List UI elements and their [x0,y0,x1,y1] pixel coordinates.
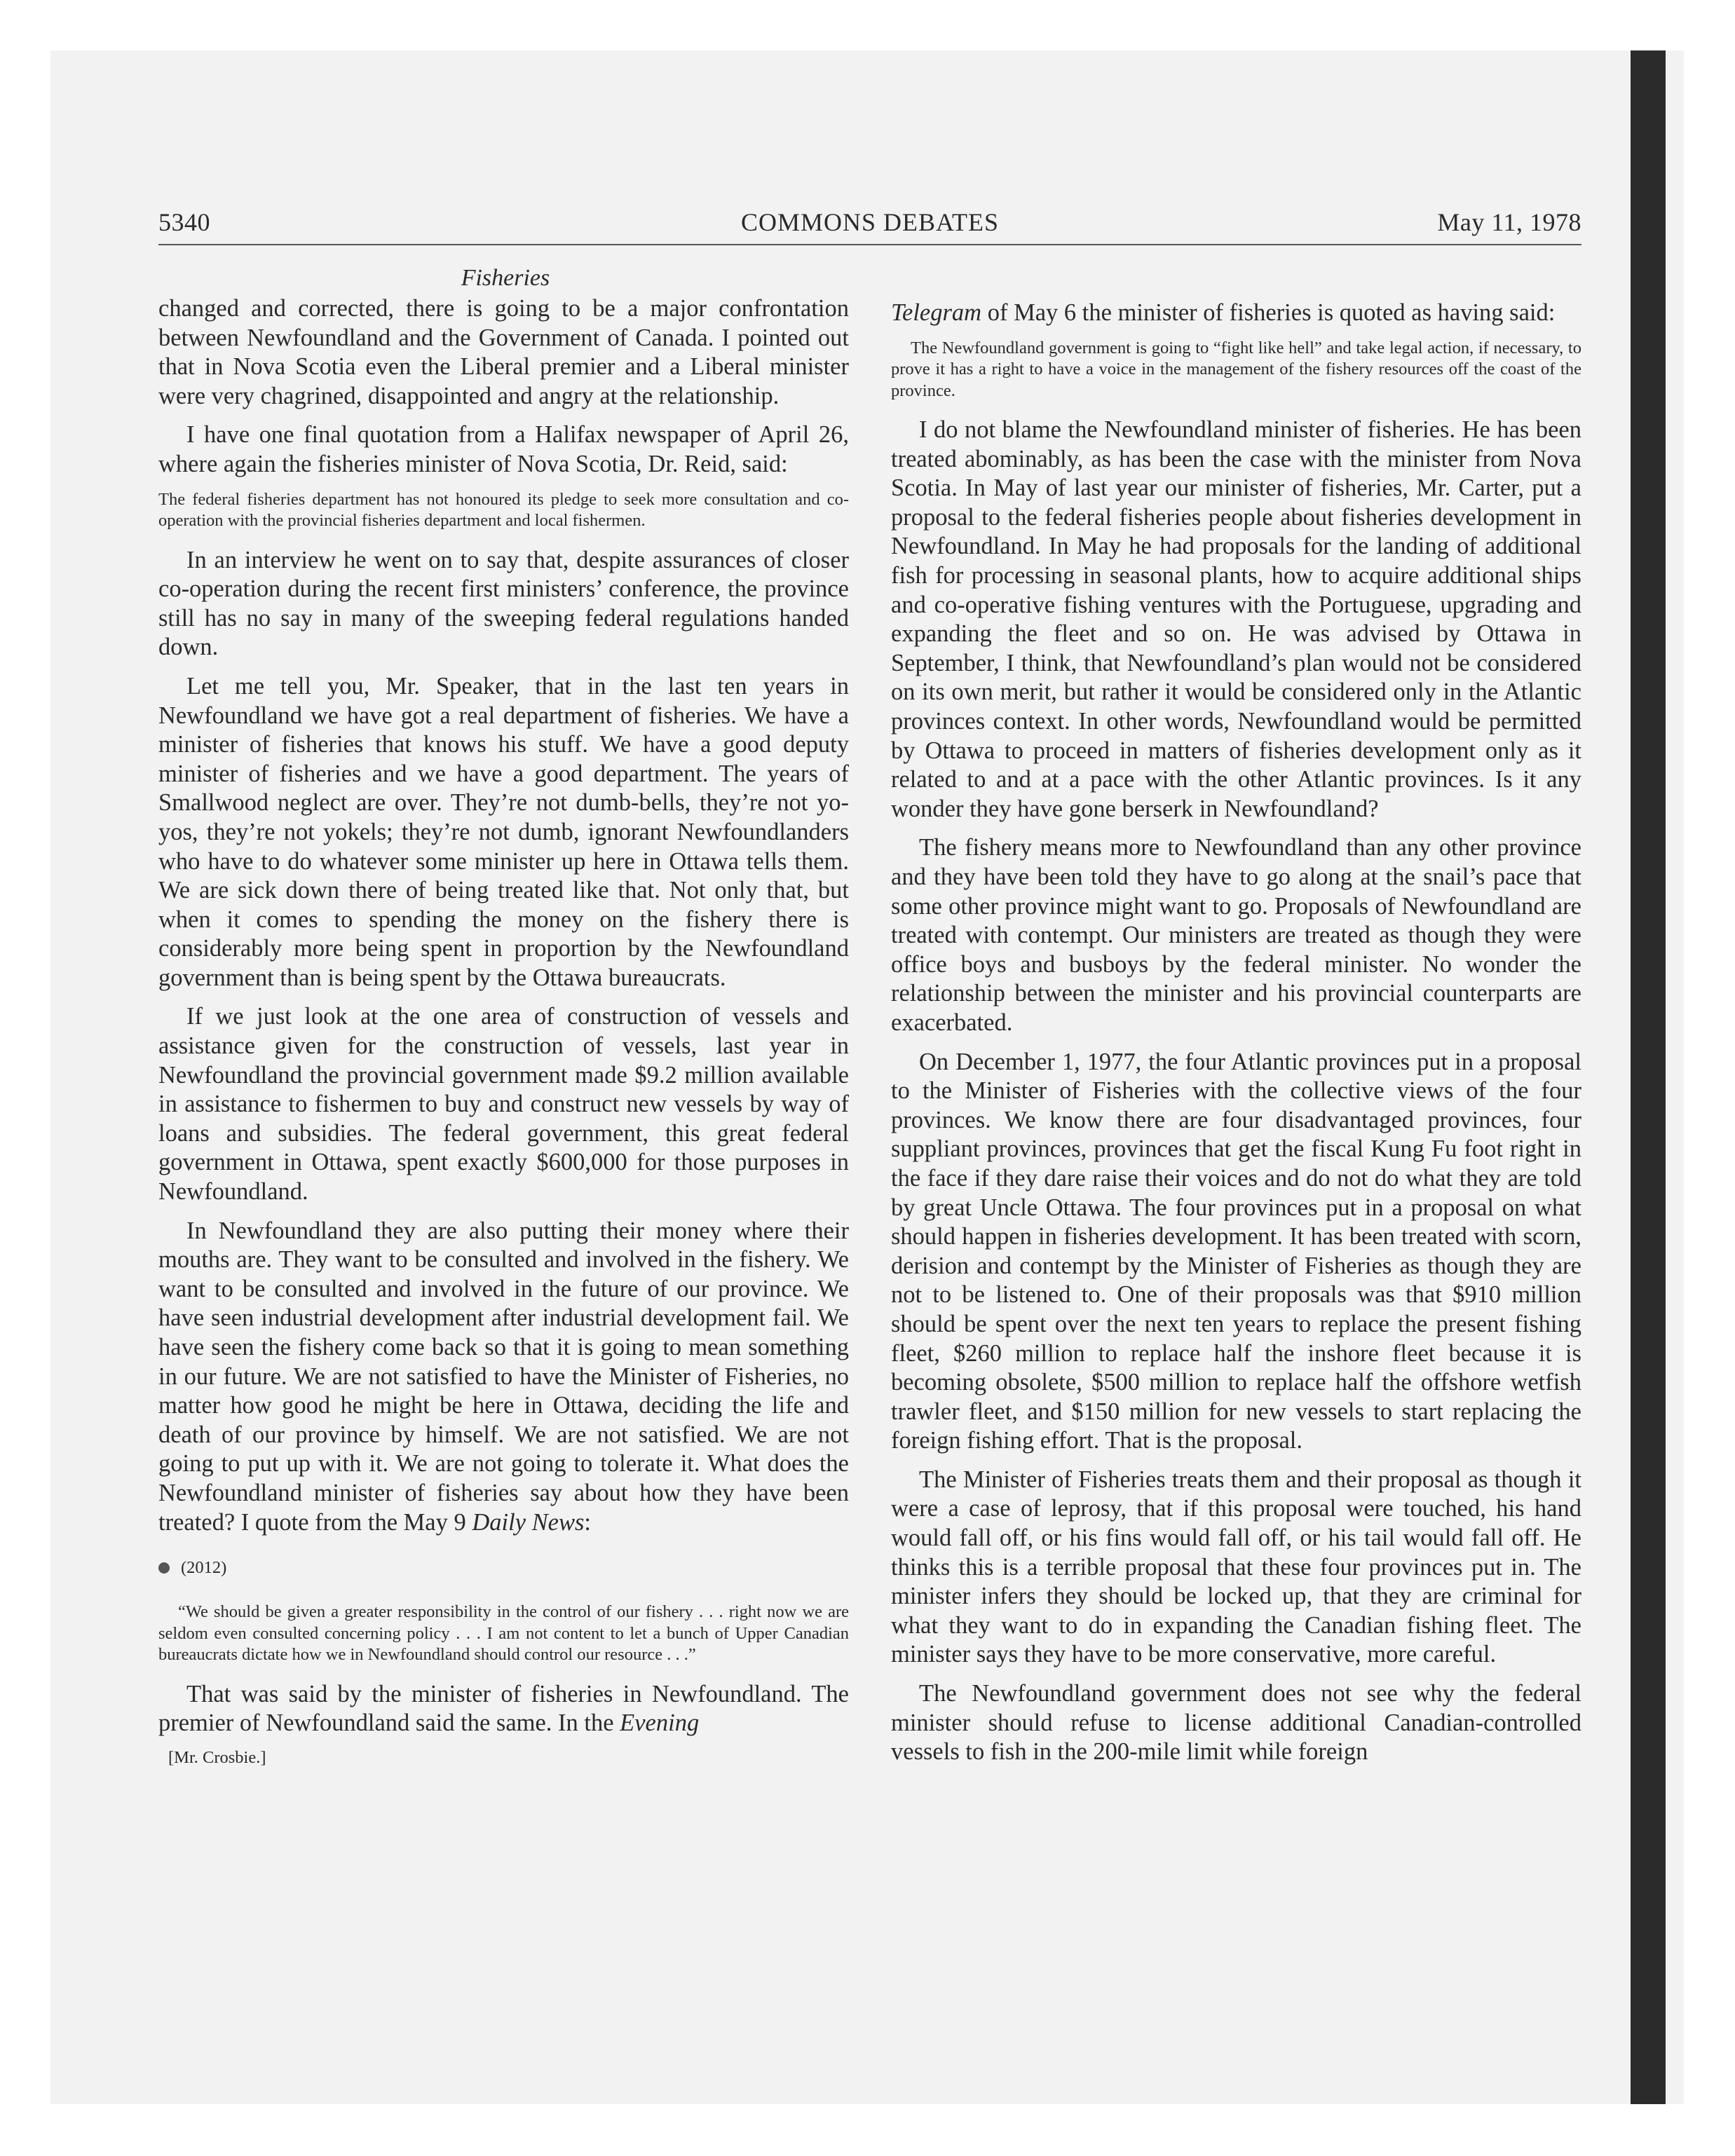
paragraph [891,299,1581,328]
page-number: 5340 [158,208,210,236]
newspaper-title: Evening [620,1710,700,1737]
paragraph: Let me tell you, Mr. Speaker, that in the last ten years in Newfoundland we have got a real department of fisheries. We have a minister of fisheries that knows his stuff. We have a good deputy minister of fisheries and we have a good department. The years of Smallwood neglect are over. They’re not dumb-bells, they’re not yo-yos, they’re not yokels; they’re not dumb, ignorant Newfoundlanders who have to do whatever some minister up here in Ottawa tells them. We are sick down there of being treated like that. Not only that, but when it comes to spending the money on the fishery there is considerably more being spent in proportion by the Newfoundland government than is being spent by the Ottawa bureaucrats. [158,672,849,991]
document-page [158,207,1581,2002]
newspaper-title: Daily News [472,1508,585,1536]
header-rule [158,244,1581,245]
bullet-icon [158,1562,170,1574]
paragraph: The Minister of Fisheries treats them and their proposal as though it were a case of leprosy, that if this proposal were touched, his hand would fall off, or his fins would fall off, or his tail would fall off. He thinks this is a terrible proposal that these four provinces put in. The minister infers they should be locked up, that they are criminal for what they want to do in expanding the Canadian fishing fleet. The minister says they have to be more conservative, more careful. [891,1466,1581,1668]
right-column [891,299,1581,1777]
section-title: Fisheries [461,265,550,291]
time-marker [158,1558,849,1578]
paragraph-text: In Newfoundland they are also putting their money where their mouths are. They want to be consulted and involved in the fishery. We want to be consulted and involved in the future of our province. We have seen industrial development after industrial development fail. We have seen the fishery come back so that it is going to mean something in our future. We are not satisfied to have the Minister of Fisheries, no matter how good he might be here in Ottawa, deciding the life and death of our province by himself. We are not satisfied. We are not going to put up with it. We are not going to tolerate it. What does the Newfoundland minister of fisheries say about how they have been treated? I quote from the May 9 [158,1217,849,1536]
paragraph: On December 1, 1977, the four Atlantic provinces put in a proposal to the Minister of Fisheries with the collective views of the four provinces. We know there are four disadvantaged provinces, four suppliant provinces, provinces that get the fiscal Kung Fu foot right in the face if they dare raise their voices and do not do what they are told by great Uncle Ottawa. The four provinces put in a proposal on what should happen in fisheries development. It has been treated with scorn, derision and contempt by the Minister of Fisheries as though they are not to be listened to. One of their proposals was that $910 million should be spent over the next ten years to replace the present fishing fleet, $260 million to replace half the inshore fleet because it is becoming obsolete, $500 million to replace half the offshore wetfish trawler fleet, and $150 million for new vessels to start replacing the foreign fishing effort. That is the proposal. [891,1048,1581,1454]
time-marker-text: (2012) [181,1558,227,1578]
newspaper-title: Telegram [891,299,982,326]
paragraph: I have one final quotation from a Halifax newspaper of April 26, where again the fisheries minister of Nova Scotia, Dr. Reid, said: [158,421,849,477]
paragraph: changed and corrected, there is going to be a major confrontation between Newfoundland and the Government of Canada. I pointed out that in Nova Scotia even the Liberal premier and a Liberal minister were very chagrined, disappointed and angry at the relationship. [158,295,849,409]
paragraph-text: That was said by the minister of fisheries in Newfoundland. The premier of Newfoundland said the same. In the [158,1680,849,1737]
paragraph: I do not blame the Newfoundland minister of fisheries. He has been treated abominably, as has been the case with the minister from Nova Scotia. In May of last year our minister of fisheries, Mr. Carter, put a proposal to the federal fisheries people about fisheries development in Newfoundland. In May he had proposals for the landing of additional fish for processing in seasonal plants, how to acquire additional ships and co-operative fishing ventures with the Portuguese, upgrading and expanding the fleet and so on. He was advised by Ottawa in September, I think, that Newfoundland’s plan would not be considered on its own merit, but rather it would be considered only in the Atlantic provinces context. In other words, Newfoundland would be permitted by Ottawa to proceed in matters of fisheries development only as it related to and at a pace with the other Atlantic provinces. Is it any wonder they have gone berserk in Newfoundland? [891,416,1581,822]
paragraph: If we just look at the one area of construction of vessels and assistance given for the construction of vessels, last year in Newfoundland the provincial government made $9.2 million available in assistance to fishermen to buy and construct new vessels by way of loans and subsidies. The federal government, this great federal government in Ottawa, spent exactly $600,000 for those purposes in Newfoundland. [158,1003,849,1206]
block-quote: The federal fisheries department has not honoured its pledge to seek more consultation and co-operation with the provincial fisheries department and local fishermen. [158,489,849,531]
block-quote: “We should be given a greater responsibility in the control of our fishery . . . right now we are seldom even consulted concerning policy . . . I am not content to let a bunch of Upper Canadian bureaucrats dictate how we in Newfoundland should control our resource . . .” [158,1602,849,1665]
punctuation: : [584,1508,592,1536]
paragraph: The Newfoundland government does not see why the federal minister should refuse to license additional Canadian-controlled vessels to fish in the 200-mile limit while foreign [891,1680,1581,1766]
speaker-attribution: [Mr. Crosbie.] [168,1747,266,1767]
running-header [158,207,1581,243]
paragraph: In an interview he went on to say that, despite assurances of closer co-operation during the recent first ministers’ conference, the province still has no say in many of the sweeping federal regulations handed down. [158,546,849,661]
paragraph: The fishery means more to Newfoundland than any other province and they have been told they have to go along at the snail’s pace that some other province might want to go. Proposals of Newfoundland are treated with contempt. Our ministers are treated as though they were office boys and busboys by the federal minister. No wonder the relationship between the minister and his provincial counterparts are exacerbated. [891,834,1581,1036]
paragraph-text: of May 6 the minister of fisheries is quoted as having said: [987,299,1556,326]
block-quote: The Newfoundland government is going to “fight like hell” and take legal action, if necessary, to prove it has a right to have a voice in the management of the fishery resources off the coast of the province. [891,338,1581,400]
paragraph [158,1680,849,1738]
publication-date: May 11, 1978 [1437,208,1581,236]
publication-title: COMMONS DEBATES [740,208,1000,236]
paragraph [158,1217,849,1538]
scan-edge-shadow [1631,50,1666,2104]
left-column [158,294,849,1768]
